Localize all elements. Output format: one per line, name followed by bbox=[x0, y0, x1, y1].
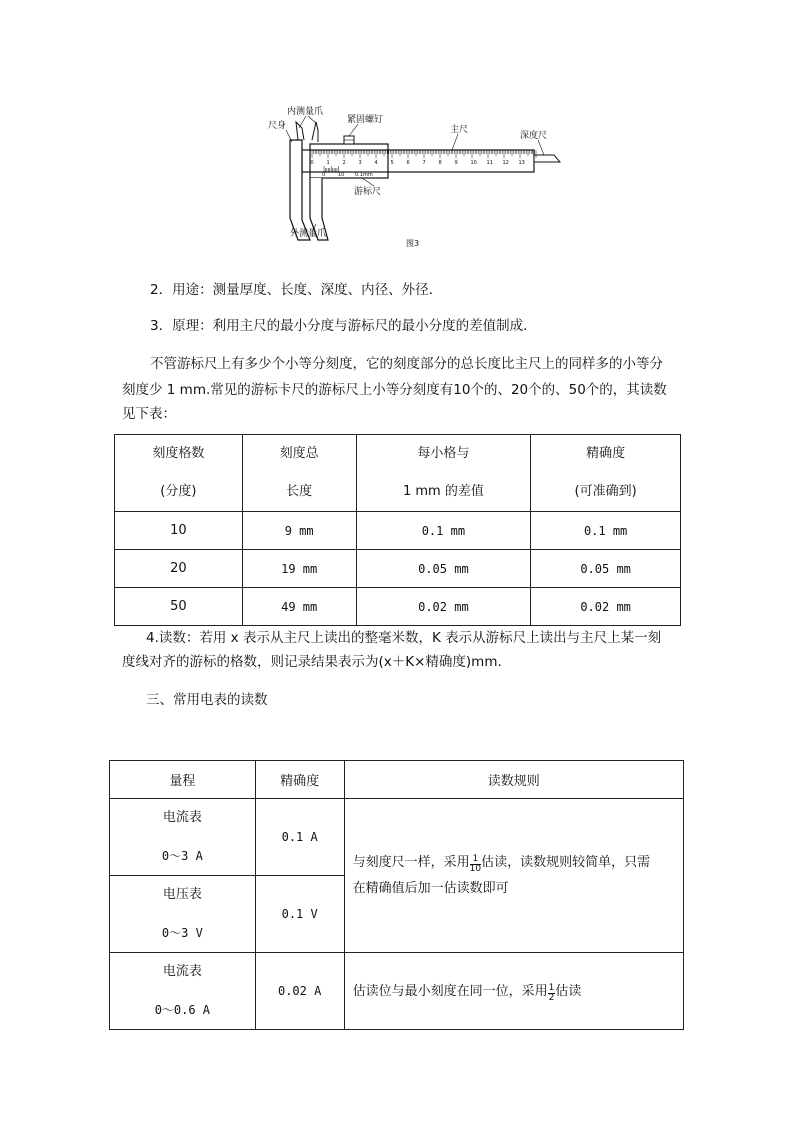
range-cell: 电流表 0～3 A bbox=[110, 799, 256, 876]
table-cell: 0.05 mm bbox=[531, 550, 681, 588]
table-cell: 50 bbox=[115, 588, 243, 626]
table-cell: 0.02 mm bbox=[531, 588, 681, 626]
section-title: 三、常用电表的读数 bbox=[146, 692, 268, 708]
paragraph-desc-line1: 不管游标尺上有多少个小等分刻度，它的刻度部分的总长度比主尺上的同样多的小等分 bbox=[150, 356, 663, 372]
inner-jaw-moving bbox=[312, 122, 318, 142]
table-cell: 20 bbox=[115, 550, 243, 588]
header-cell: 精确度 (可准确到) bbox=[531, 435, 681, 512]
vernier-tick-label-10: 10 bbox=[338, 172, 345, 178]
label-screw: 紧固螺钉 bbox=[347, 115, 384, 125]
inner-jaw-fixed bbox=[296, 122, 304, 140]
label-vernier: 游标尺 bbox=[354, 187, 382, 197]
table-cell: 49 mm bbox=[242, 588, 356, 626]
main-tick-label: 11 bbox=[486, 160, 493, 166]
table-header-row bbox=[115, 435, 681, 512]
paragraph-desc-line3: 见下表： bbox=[122, 406, 176, 422]
depth-rod bbox=[534, 155, 560, 162]
precision-cell: 0.02 A bbox=[255, 953, 344, 1030]
table-cell: 0.1 mm bbox=[531, 512, 681, 550]
label-main-scale: 主尺 bbox=[450, 125, 469, 135]
table-row bbox=[115, 588, 681, 626]
table-cell: 0.1 mm bbox=[356, 512, 531, 550]
range-cell: 电流表 0～0.6 A bbox=[110, 953, 256, 1030]
table-cell: 0.02 mm bbox=[356, 588, 531, 626]
vernier-note: 0.1mm bbox=[355, 172, 373, 178]
table-cell: 0.05 mm bbox=[356, 550, 531, 588]
header-cell: 每小格与 1 mm 的差值 bbox=[356, 435, 531, 512]
figure-caption: 图3 bbox=[406, 239, 420, 248]
main-tick-label: 4 bbox=[374, 160, 378, 166]
main-tick-label: 5 bbox=[390, 160, 394, 166]
main-tick-label: 3 bbox=[358, 160, 362, 166]
table-cell: 10 bbox=[115, 512, 243, 550]
table-header-row bbox=[110, 761, 684, 799]
paragraph-use: 2．用途：测量厚度、长度、深度、内径、外径． bbox=[150, 282, 443, 298]
main-tick-label: 2 bbox=[342, 160, 346, 166]
main-tick-label: 6 bbox=[406, 160, 410, 166]
main-tick-label: 7 bbox=[422, 160, 426, 166]
header-cell: 刻度总 长度 bbox=[242, 435, 356, 512]
fraction-one-tenth: $\frac{1}{10}$ bbox=[469, 853, 482, 874]
header-cell: 读数规则 bbox=[344, 761, 683, 799]
precision-cell: 0.1 A bbox=[255, 799, 344, 876]
header-cell: 刻度格数 (分度) bbox=[115, 435, 243, 512]
rule-cell: 与刻度尺一样，采用 $\frac{1}{10}$ 估读，读数规则较简单，只需 在精确值后加一估读数即可 bbox=[344, 799, 683, 953]
header-cell: 量程 bbox=[110, 761, 256, 799]
table-row bbox=[115, 550, 681, 588]
paragraph-reading-line2: 度线对齐的游标的格数，则记录结果表示为(x＋K×精确度)mm. bbox=[122, 654, 502, 670]
header-cell: 精确度 bbox=[255, 761, 344, 799]
main-tick-label: 0 bbox=[310, 160, 314, 166]
paragraph-reading-line1: 4.读数：若用 x 表示从主尺上读出的整毫米数，K 表示从游标尺上读出与主尺上某一刻 bbox=[146, 630, 662, 646]
fraction-one-half: $\frac{1}{2}$ bbox=[548, 982, 555, 1003]
table-cell: 9 mm bbox=[242, 512, 356, 550]
main-tick-label: 8 bbox=[438, 160, 442, 166]
paragraph-desc-line2: 刻度少 1 mm.常见的游标卡尺的游标尺上小等分刻度有10个的、20个的、50个的，其读数 bbox=[122, 382, 667, 398]
main-tick-label: 12 bbox=[502, 160, 509, 166]
main-tick-label: 10 bbox=[470, 160, 477, 166]
main-tick-label: 13 bbox=[518, 160, 525, 166]
label-depth-rod: 深度尺 bbox=[520, 131, 548, 141]
vernier-caliper-figure bbox=[262, 100, 562, 250]
range-cell: 电压表 0～3 V bbox=[110, 876, 256, 953]
table-cell: 19 mm bbox=[242, 550, 356, 588]
vernier-tick-label-0: 0 bbox=[322, 172, 326, 178]
label-outer-jaw: 外测量爪 bbox=[290, 229, 327, 239]
caliper-diagram bbox=[262, 100, 562, 250]
meter-reading-table bbox=[109, 760, 684, 1030]
table-row bbox=[110, 799, 684, 876]
main-tick-label: 1 bbox=[326, 160, 330, 166]
table-row bbox=[115, 512, 681, 550]
main-tick-label: 9 bbox=[454, 160, 458, 166]
label-inner-jaw: 内测量爪 bbox=[287, 107, 324, 117]
label-body: 尺身 bbox=[268, 121, 287, 131]
precision-cell: 0.1 V bbox=[255, 876, 344, 953]
table-row bbox=[110, 953, 684, 1030]
rule-cell: 估读位与最小刻度在同一位，采用 $\frac{1}{2}$ 估读 bbox=[344, 953, 683, 1030]
vernier-reading-table bbox=[114, 434, 681, 626]
paragraph-principle: 3．原理：利用主尺的最小分度与游标尺的最小分度的差值制成． bbox=[150, 318, 537, 334]
